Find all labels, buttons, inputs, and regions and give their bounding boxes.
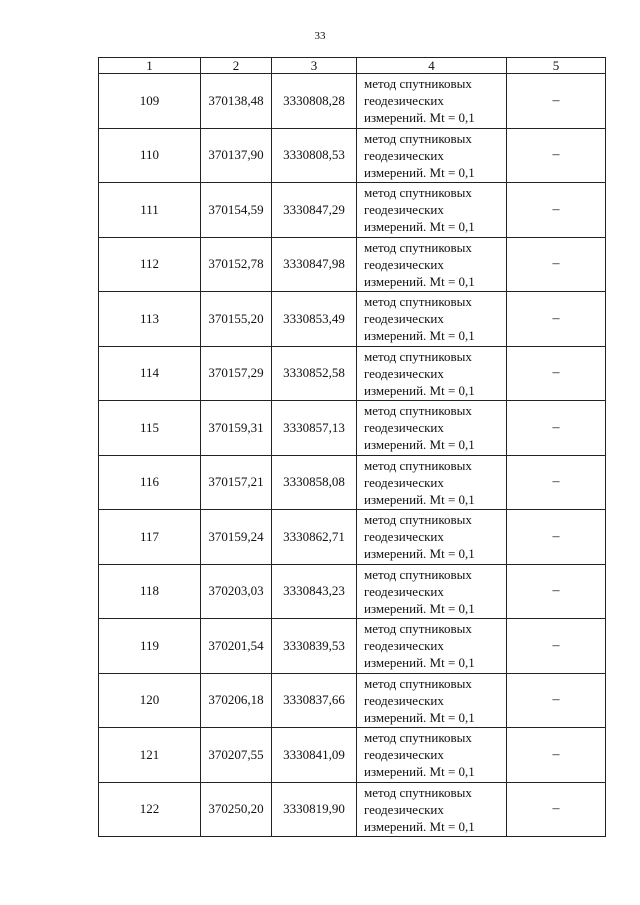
header-col-5: 5	[507, 58, 606, 74]
header-col-1: 1	[99, 58, 201, 74]
table-row	[99, 782, 606, 837]
method-line-3: измерений. Mt = 0,1	[364, 818, 475, 834]
point-number: 122	[99, 782, 201, 837]
method-line-3: измерений. Mt = 0,1	[364, 219, 475, 235]
empty-value-dash: –	[507, 455, 606, 510]
method-line-3: измерений. Mt = 0,1	[364, 655, 475, 671]
coordinate-x: 370157,29	[201, 346, 272, 401]
method-description	[357, 74, 507, 129]
empty-value-dash: –	[507, 619, 606, 674]
coordinate-x: 370159,24	[201, 510, 272, 565]
coordinate-y: 3330839,53	[272, 619, 357, 674]
coordinate-x: 370201,54	[201, 619, 272, 674]
table-row	[99, 455, 606, 510]
coordinate-y: 3330862,71	[272, 510, 357, 565]
coordinate-x: 370206,18	[201, 673, 272, 728]
method-line-2: геодезических	[364, 474, 444, 490]
table-row	[99, 728, 606, 783]
point-number: 112	[99, 237, 201, 292]
point-number: 119	[99, 619, 201, 674]
method-line-1: метод спутниковых	[364, 784, 472, 800]
point-number: 118	[99, 564, 201, 619]
empty-value-dash: –	[507, 128, 606, 183]
header-col-3: 3	[272, 58, 357, 74]
method-description	[357, 292, 507, 347]
method-line-2: геодезических	[364, 747, 444, 763]
table-header	[99, 58, 606, 74]
coordinate-y: 3330837,66	[272, 673, 357, 728]
method-line-2: геодезических	[364, 420, 444, 436]
method-description	[357, 128, 507, 183]
method-line-3: измерений. Mt = 0,1	[364, 328, 475, 344]
header-col-4: 4	[357, 58, 507, 74]
point-number: 109	[99, 74, 201, 129]
coordinate-y: 3330847,29	[272, 183, 357, 238]
method-line-1: метод спутниковых	[364, 730, 472, 746]
point-number: 113	[99, 292, 201, 347]
method-description	[357, 510, 507, 565]
method-line-3: измерений. Mt = 0,1	[364, 600, 475, 616]
method-line-1: метод спутниковых	[364, 621, 472, 637]
table-row	[99, 346, 606, 401]
method-description	[357, 673, 507, 728]
coordinate-y: 3330808,53	[272, 128, 357, 183]
table-row	[99, 292, 606, 347]
empty-value-dash: –	[507, 673, 606, 728]
method-description	[357, 346, 507, 401]
point-number: 110	[99, 128, 201, 183]
coordinate-x: 370137,90	[201, 128, 272, 183]
method-description	[357, 782, 507, 837]
method-line-1: метод спутниковых	[364, 675, 472, 691]
header-row	[99, 58, 606, 74]
method-line-1: метод спутниковых	[364, 76, 472, 92]
method-description	[357, 728, 507, 783]
method-description	[357, 564, 507, 619]
point-number: 117	[99, 510, 201, 565]
empty-value-dash: –	[507, 292, 606, 347]
table-row	[99, 401, 606, 456]
method-line-1: метод спутниковых	[364, 185, 472, 201]
coordinate-y: 3330847,98	[272, 237, 357, 292]
method-line-2: геодезических	[364, 93, 444, 109]
coordinate-y: 3330843,23	[272, 564, 357, 619]
coordinate-y: 3330857,13	[272, 401, 357, 456]
coordinate-y: 3330852,58	[272, 346, 357, 401]
empty-value-dash: –	[507, 237, 606, 292]
point-number: 120	[99, 673, 201, 728]
method-line-2: геодезических	[364, 365, 444, 381]
empty-value-dash: –	[507, 510, 606, 565]
method-line-2: геодезических	[364, 583, 444, 599]
method-line-3: измерений. Mt = 0,1	[364, 491, 475, 507]
method-line-2: геодезических	[364, 202, 444, 218]
coordinate-x: 370203,03	[201, 564, 272, 619]
empty-value-dash: –	[507, 564, 606, 619]
empty-value-dash: –	[507, 728, 606, 783]
method-line-1: метод спутниковых	[364, 348, 472, 364]
point-number: 115	[99, 401, 201, 456]
table-row	[99, 128, 606, 183]
coordinate-x: 370152,78	[201, 237, 272, 292]
method-line-3: измерений. Mt = 0,1	[364, 164, 475, 180]
table-row	[99, 619, 606, 674]
point-number: 121	[99, 728, 201, 783]
table-row	[99, 510, 606, 565]
method-line-2: геодезических	[364, 801, 444, 817]
method-description	[357, 401, 507, 456]
method-line-3: измерений. Mt = 0,1	[364, 709, 475, 725]
method-line-1: метод спутниковых	[364, 457, 472, 473]
method-line-2: геодезических	[364, 692, 444, 708]
coordinate-x: 370138,48	[201, 74, 272, 129]
method-line-1: метод спутниковых	[364, 130, 472, 146]
method-description	[357, 237, 507, 292]
method-line-2: геодезических	[364, 147, 444, 163]
method-line-1: метод спутниковых	[364, 566, 472, 582]
method-line-2: геодезических	[364, 256, 444, 272]
coordinate-x: 370207,55	[201, 728, 272, 783]
method-line-3: измерений. Mt = 0,1	[364, 382, 475, 398]
method-description	[357, 455, 507, 510]
empty-value-dash: –	[507, 782, 606, 837]
method-line-1: метод спутниковых	[364, 512, 472, 528]
coordinate-y: 3330858,08	[272, 455, 357, 510]
table-row	[99, 564, 606, 619]
method-line-2: геодезических	[364, 529, 444, 545]
empty-value-dash: –	[507, 346, 606, 401]
method-line-3: измерений. Mt = 0,1	[364, 546, 475, 562]
coordinate-x: 370155,20	[201, 292, 272, 347]
table-row	[99, 74, 606, 129]
method-line-3: измерений. Mt = 0,1	[364, 110, 475, 126]
method-line-1: метод спутниковых	[364, 239, 472, 255]
method-line-1: метод спутниковых	[364, 294, 472, 310]
method-line-2: геодезических	[364, 311, 444, 327]
point-number: 116	[99, 455, 201, 510]
method-line-2: геодезических	[364, 638, 444, 654]
coordinate-y: 3330841,09	[272, 728, 357, 783]
table-row	[99, 237, 606, 292]
point-number: 111	[99, 183, 201, 238]
coordinate-x: 370154,59	[201, 183, 272, 238]
header-col-2: 2	[201, 58, 272, 74]
table-row	[99, 183, 606, 238]
empty-value-dash: –	[507, 401, 606, 456]
table-body	[99, 74, 606, 837]
method-line-3: измерений. Mt = 0,1	[364, 273, 475, 289]
coordinate-x: 370250,20	[201, 782, 272, 837]
table-row	[99, 673, 606, 728]
method-description	[357, 183, 507, 238]
coordinates-table	[98, 57, 606, 837]
method-line-3: измерений. Mt = 0,1	[364, 437, 475, 453]
method-line-1: метод спутниковых	[364, 403, 472, 419]
empty-value-dash: –	[507, 74, 606, 129]
page-number: 33	[314, 30, 326, 42]
coordinate-x: 370159,31	[201, 401, 272, 456]
empty-value-dash: –	[507, 183, 606, 238]
coordinate-y: 3330819,90	[272, 782, 357, 837]
coordinate-x: 370157,21	[201, 455, 272, 510]
method-line-3: измерений. Mt = 0,1	[364, 764, 475, 780]
point-number: 114	[99, 346, 201, 401]
method-description	[357, 619, 507, 674]
coordinate-y: 3330853,49	[272, 292, 357, 347]
coordinate-y: 3330808,28	[272, 74, 357, 129]
